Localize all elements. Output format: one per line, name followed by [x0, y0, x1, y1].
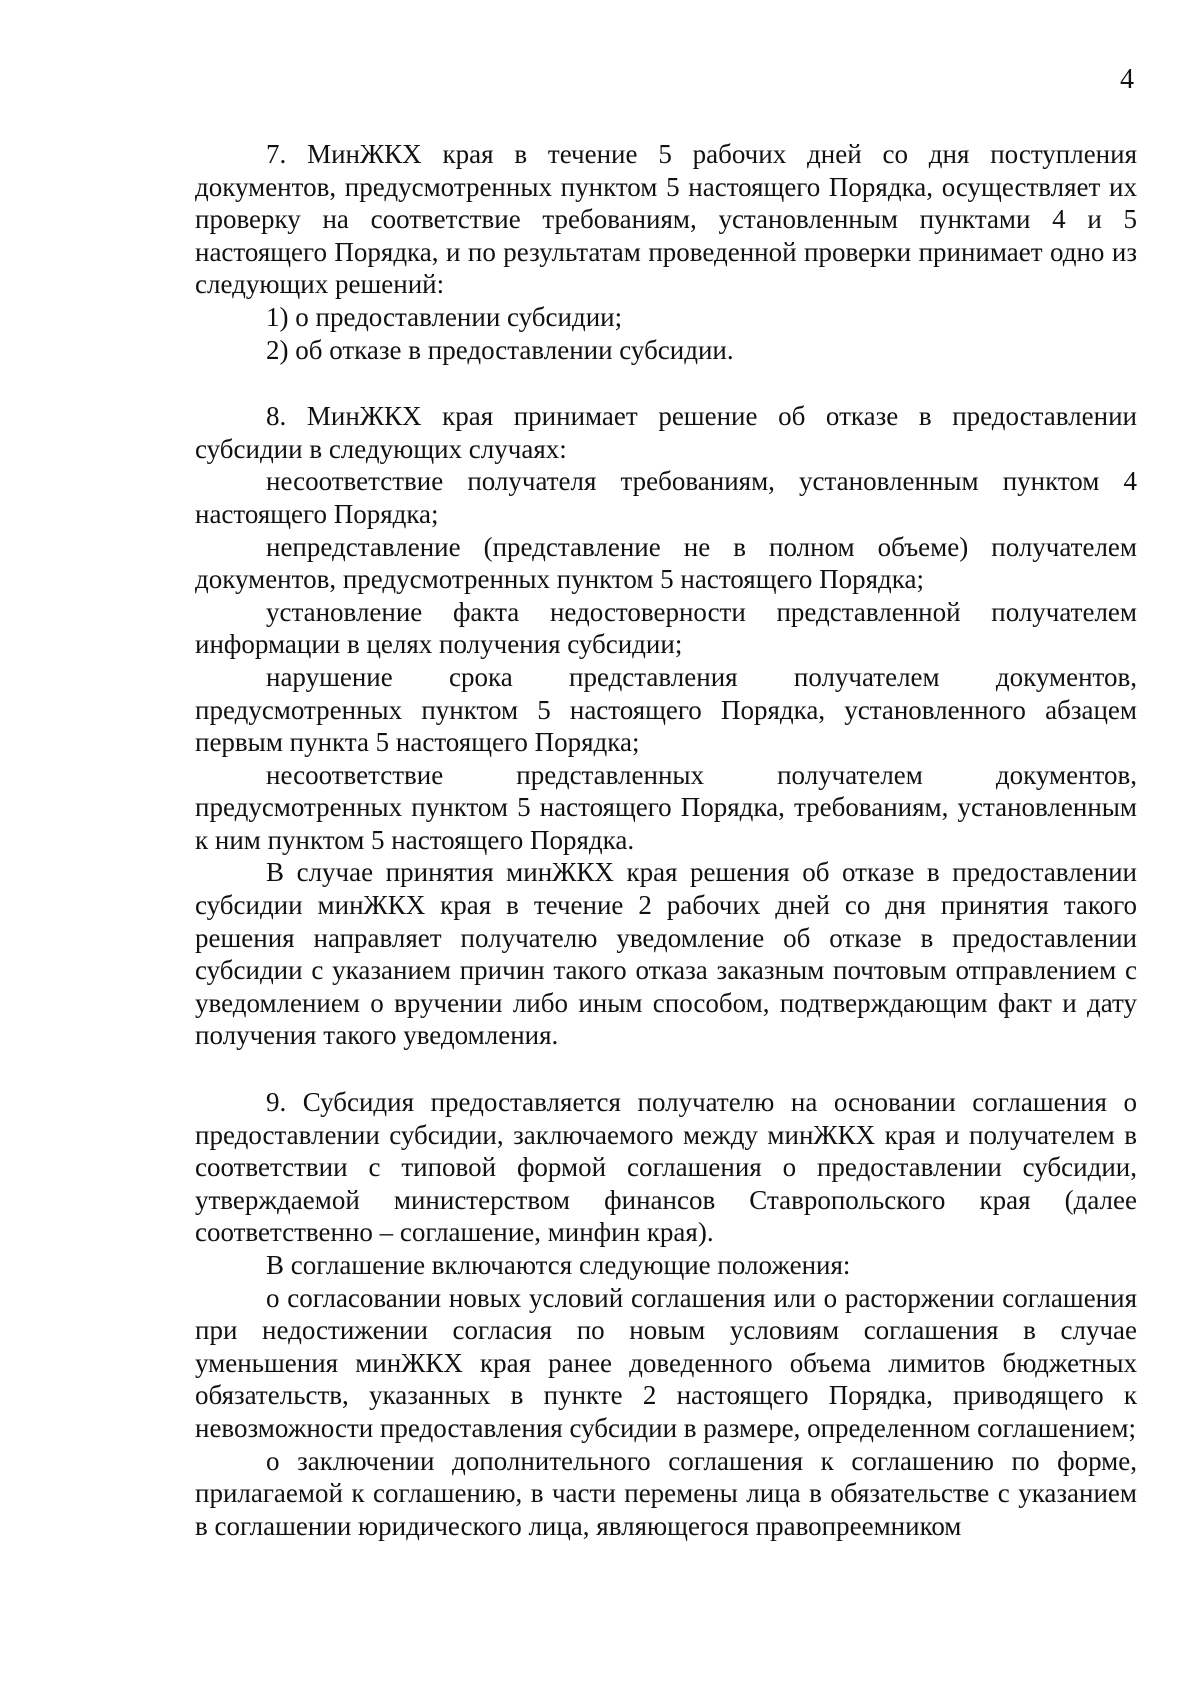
list-item: несоответствие представленных получателем документов, предусмотренных пунктом 5 настоящего Порядка, требованиям, установленным к ним пунктом 5 настоящего Порядка.: [195, 759, 1137, 855]
list-item: установление факта недостоверности представленной получателем информации в целях получения субсидии;: [195, 596, 1137, 660]
paragraph: 7. МинЖКХ края в течение 5 рабочих дней со дня поступления документов, предусмотренных пунктом 5 настоящего Порядка, осуществляет их проверку на соответствие требованиям, установленным пунктами 4 и 5 настоящего Порядка, и по результатам проведенной проверки принимает одно из следующих решений:: [195, 139, 1137, 300]
paragraph: 8. МинЖКХ края принимает решение об отказе в предоставлении субсидии в следующих случаях:: [195, 401, 1137, 464]
paragraph: В случае принятия минЖКХ края решения об отказе в предоставлении субсидии минЖКХ края в течение 2 рабочих дней со дня принятия такого решения направляет получателю уведомление об отказе в предоставлении субсидии с указанием причин такого отказа заказным почтовым отправлением с уведомлением о вручении либо иным способом, подтверждающим факт и дату получения такого уведомления.: [195, 857, 1137, 1051]
paragraph: В соглашение включаются следующие положения:: [266, 1250, 851, 1280]
section-point-8: [195, 400, 1137, 1052]
section-gap: [195, 1052, 1137, 1086]
section-point-9: [195, 1086, 1137, 1542]
list-item: о заключении дополнительного соглашения к соглашению по форме, прилагаемой к соглашению, в части перемены лица в обязательстве с указанием в соглашении юридического лица, являющегося правопреемником: [195, 1445, 1137, 1541]
list-item: несоответствие получателя требованиям, установленным пунктом 4 настоящего Порядка;: [195, 466, 1137, 529]
list-item: непредставление (представление не в полном объеме) получателем документов, предусмотренных пунктом 5 настоящего Порядка;: [195, 531, 1137, 595]
list-item: нарушение срока представления получателем документов, предусмотренных пунктом 5 настоящего Порядка, установленного абзацем первым пункта 5 настоящего Порядка;: [195, 661, 1137, 758]
paragraph: 9. Субсидия предоставляется получателю на основании соглашения о предоставлении субсидии, заключаемого между минЖКХ края и получателем в соответствии с типовой формой соглашения о предоставлении субсидии, утверждаемой министерством финансов Ставропольского края (далее соответственно – соглашение, минфин края).: [195, 1087, 1137, 1248]
page-number: 4: [1120, 64, 1134, 95]
document-body: [195, 138, 1137, 1542]
section-gap: [195, 366, 1137, 400]
section-point-7: [195, 138, 1137, 366]
list-item: о согласовании новых условий соглашения или о расторжении соглашения при недостижении согласия по новым условиям соглашения в случае уменьшения минЖКХ края ранее доведенного объема лимитов бюджетных обязательств, указанных в пункте 2 настоящего Порядка, приводящего к невозможности предоставления субсидии в размере, определенном соглашением;: [195, 1282, 1137, 1443]
list-item: 1) о предоставлении субсидии;: [266, 301, 623, 332]
list-item: 2) об отказе в предоставлении субсидии.: [266, 334, 734, 365]
